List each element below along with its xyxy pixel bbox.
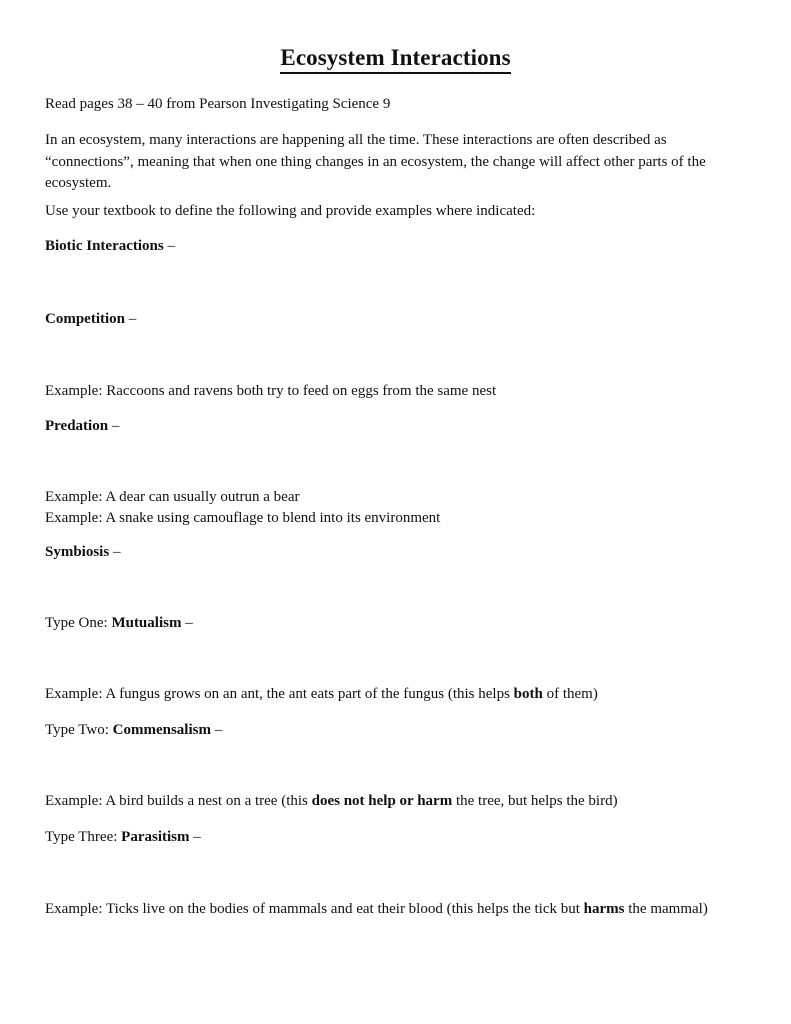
heading-biotic-interactions-label: Biotic Interactions [45, 238, 164, 254]
example-predation-2: Example: A snake using camouflage to blend into its environment [45, 510, 441, 526]
page-title-text: Ecosystem Interactions [280, 45, 510, 74]
heading-biotic-interactions [45, 236, 745, 257]
heading-biotic-interactions-dash: – [167, 238, 175, 254]
heading-competition-label: Competition [45, 311, 125, 327]
heading-type-three-parasitism [45, 827, 745, 848]
example-mutualism-prefix: Example: A fungus grows on an ant, the ant eats part of the fungus (this helps [45, 686, 514, 702]
heading-competition-dash: – [128, 311, 137, 327]
type-one-dash: – [185, 615, 193, 631]
example-competition: Example: Raccoons and ravens both try to feed on eggs from the same nest [45, 383, 497, 399]
heading-predation-label: Predation [45, 418, 109, 434]
type-two-term: Commensalism [112, 722, 211, 738]
example-parasitism-bold: harms [583, 901, 625, 917]
heading-predation [45, 416, 745, 437]
example-parasitism [45, 899, 765, 920]
example-parasitism-prefix: Example: Ticks live on the bodies of mammals and eat their blood (this helps the tick but [45, 901, 584, 917]
example-commensalism [45, 791, 765, 812]
example-predation-1: Example: A dear can usually outrun a bear [45, 489, 300, 505]
heading-competition [45, 309, 745, 330]
heading-symbiosis-dash: – [112, 544, 121, 560]
type-two-prefix: Type Two: [45, 722, 113, 738]
type-one-prefix: Type One: [45, 615, 112, 631]
heading-symbiosis [45, 542, 745, 563]
type-three-dash: – [193, 829, 201, 845]
page-title [0, 45, 791, 74]
type-one-term: Mutualism [111, 615, 182, 631]
example-commensalism-bold: does not help or harm [311, 793, 453, 809]
type-three-term: Parasitism [121, 829, 190, 845]
example-commensalism-suffix: the tree, but helps the bird) [452, 793, 618, 809]
intro-paragraph: In an ecosystem, many interactions are happening all the time. These interactions are often described as “connections”, meaning that when one thing changes in an ecosystem, the change will affect other parts of the ecosystem. [45, 132, 706, 191]
heading-predation-dash: – [111, 418, 120, 434]
type-two-dash: – [214, 722, 223, 738]
heading-type-two-commensalism [45, 720, 745, 741]
example-parasitism-suffix: the mammal) [624, 901, 708, 917]
example-mutualism-suffix: of them) [542, 686, 598, 702]
heading-type-one-mutualism [45, 613, 745, 634]
example-commensalism-prefix: Example: A bird builds a nest on a tree (this [45, 793, 312, 809]
heading-symbiosis-label: Symbiosis [45, 544, 110, 560]
reading-assignment-line: Read pages 38 – 40 from Pearson Investigating Science 9 [45, 96, 391, 112]
type-three-prefix: Type Three: [45, 829, 122, 845]
example-mutualism [45, 684, 765, 705]
instruction-line: Use your textbook to define the following and provide examples where indicated: [45, 203, 536, 219]
example-mutualism-bold: both [513, 686, 543, 702]
